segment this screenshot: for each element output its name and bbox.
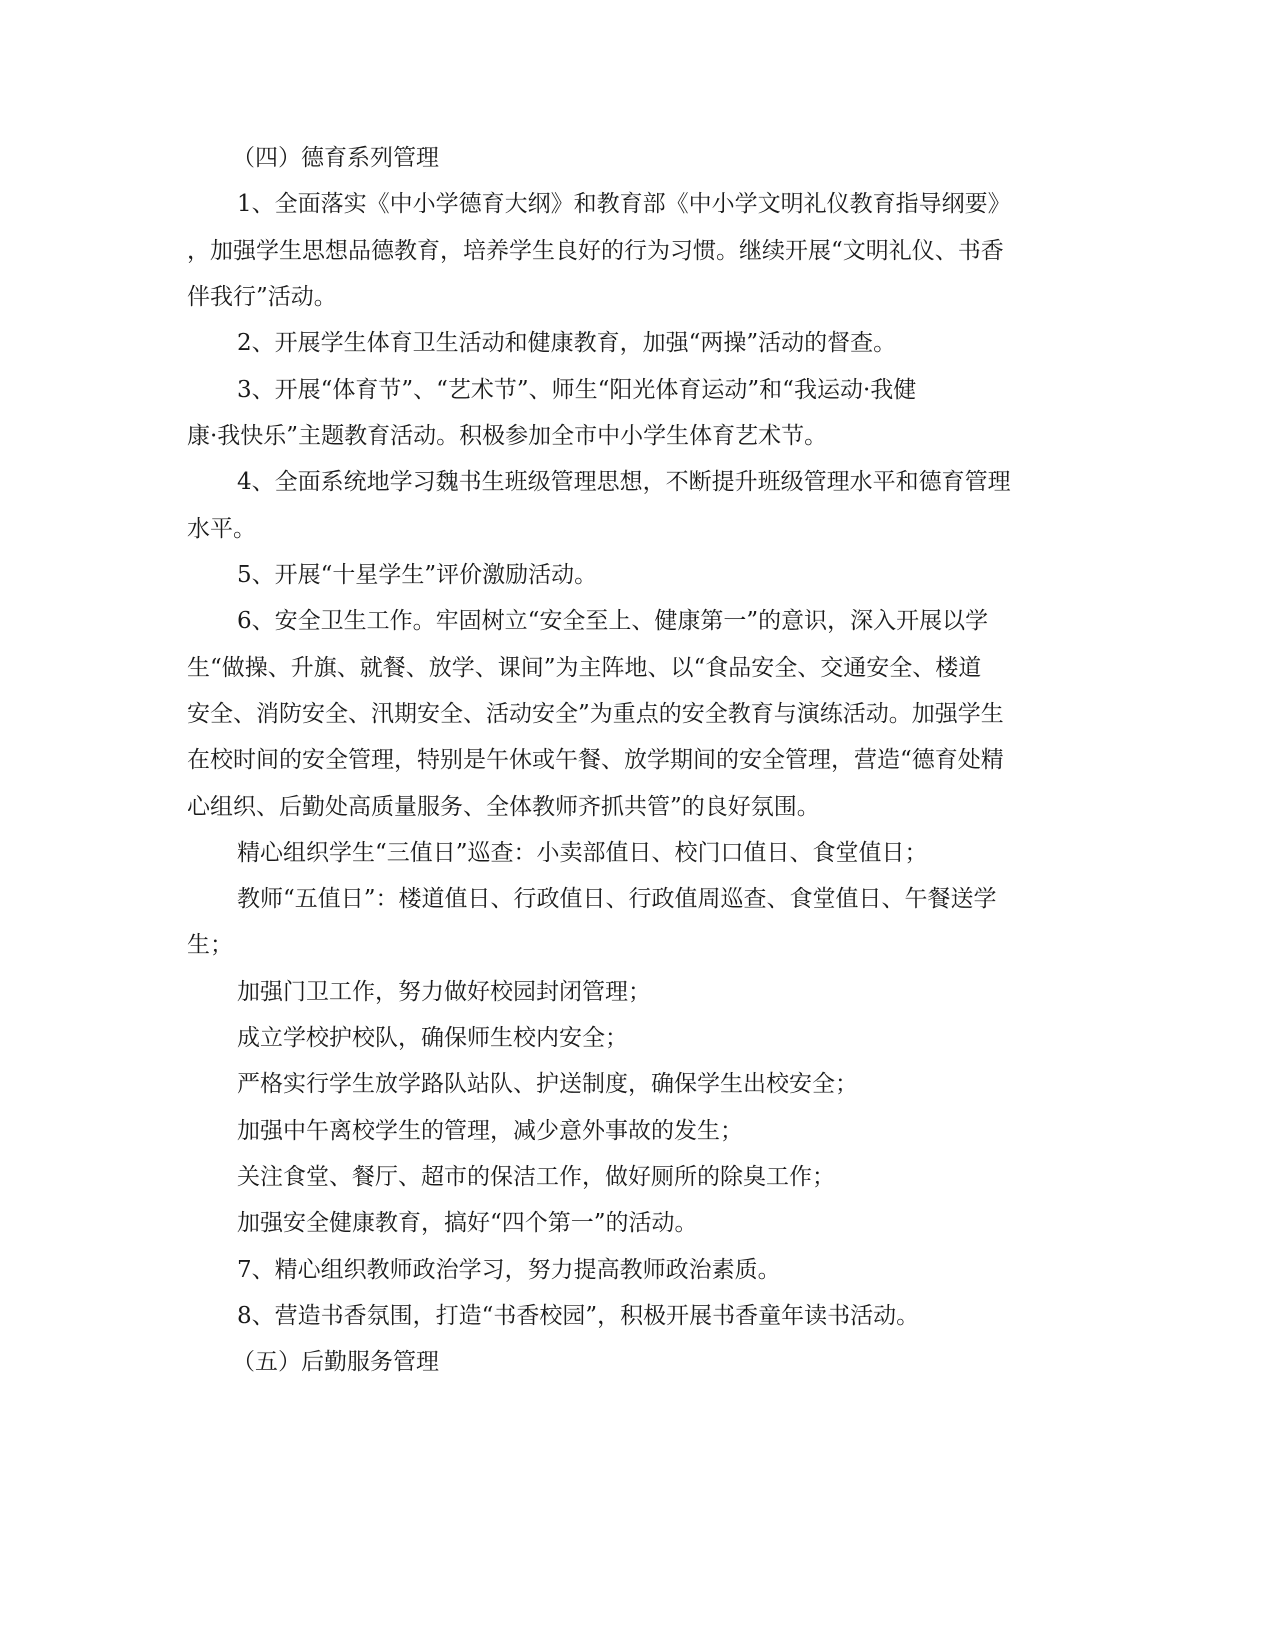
paragraph-line: 伴我行”活动。 — [187, 284, 337, 310]
paragraph-line: 2、开展学生体育卫生活动和健康教育，加强“两操”活动的督查。 — [237, 330, 897, 356]
section-heading-logistics: （五）后勤服务管理 — [232, 1349, 439, 1375]
paragraph-line: 精心组织学生“三值日”巡查：小卖部值日、校门口值日、食堂值日； — [237, 840, 928, 866]
paragraph-line: 生“做操、升旗、就餐、放学、课间”为主阵地、以“食品安全、交通安全、楼道 — [187, 655, 982, 681]
paragraph-line: 4、全面系统地学习魏书生班级管理思想，不断提升班级管理水平和德育管理 — [237, 469, 1011, 495]
paragraph-line: 严格实行学生放学路队站队、护送制度，确保学生出校安全； — [237, 1071, 858, 1097]
paragraph-line: 康·我快乐”主题教育活动。积极参加全市中小学生体育艺术节。 — [187, 423, 828, 449]
paragraph-line: 8、营造书香氛围，打造“书香校园”，积极开展书香童年读书活动。 — [237, 1303, 920, 1329]
paragraph-line: 1、全面落实《中小学德育大纲》和教育部《中小学文明礼仪教育指导纲要》 — [237, 191, 1011, 217]
paragraph-line: 3、开展“体育节”、“艺术节”、师生“阳光体育运动”和“我运动·我健 — [237, 377, 917, 403]
paragraph-line: 7、精心组织教师政治学习，努力提高教师政治素质。 — [237, 1257, 781, 1283]
paragraph-line: 关注食堂、餐厅、超市的保洁工作，做好厕所的除臭工作； — [237, 1164, 835, 1190]
paragraph-line: 水平。 — [187, 516, 256, 542]
paragraph-line: 成立学校护校队，确保师生校内安全； — [237, 1025, 628, 1051]
paragraph-line: 在校时间的安全管理，特别是午休或午餐、放学期间的安全管理，营造“德育处精 — [187, 747, 1004, 773]
paragraph-line: 加强门卫工作，努力做好校园封闭管理； — [237, 979, 651, 1005]
paragraph-line: 加强安全健康教育，搞好“四个第一”的活动。 — [237, 1210, 698, 1236]
paragraph-line: 6、安全卫生工作。牢固树立“安全至上、健康第一”的意识，深入开展以学 — [237, 608, 989, 634]
paragraph-line: ，加强学生思想品德教育，培养学生良好的行为习惯。继续开展“文明礼仪、书香 — [187, 238, 1004, 264]
paragraph-line: 安全、消防安全、汛期安全、活动安全”为重点的安全教育与演练活动。加强学生 — [187, 701, 1004, 727]
paragraph-line: 心组织、后勤处高质量服务、全体教师齐抓共管”的良好氛围。 — [187, 794, 820, 820]
section-heading-moral-education: （四）德育系列管理 — [232, 145, 439, 171]
paragraph-line: 生； — [187, 932, 233, 958]
paragraph-line: 加强中午离校学生的管理，减少意外事故的发生； — [237, 1118, 743, 1144]
paragraph-line: 教师“五值日”：楼道值日、行政值日、行政值周巡查、食堂值日、午餐送学 — [237, 886, 997, 912]
paragraph-line: 5、开展“十星学生”评价激励活动。 — [237, 562, 598, 588]
